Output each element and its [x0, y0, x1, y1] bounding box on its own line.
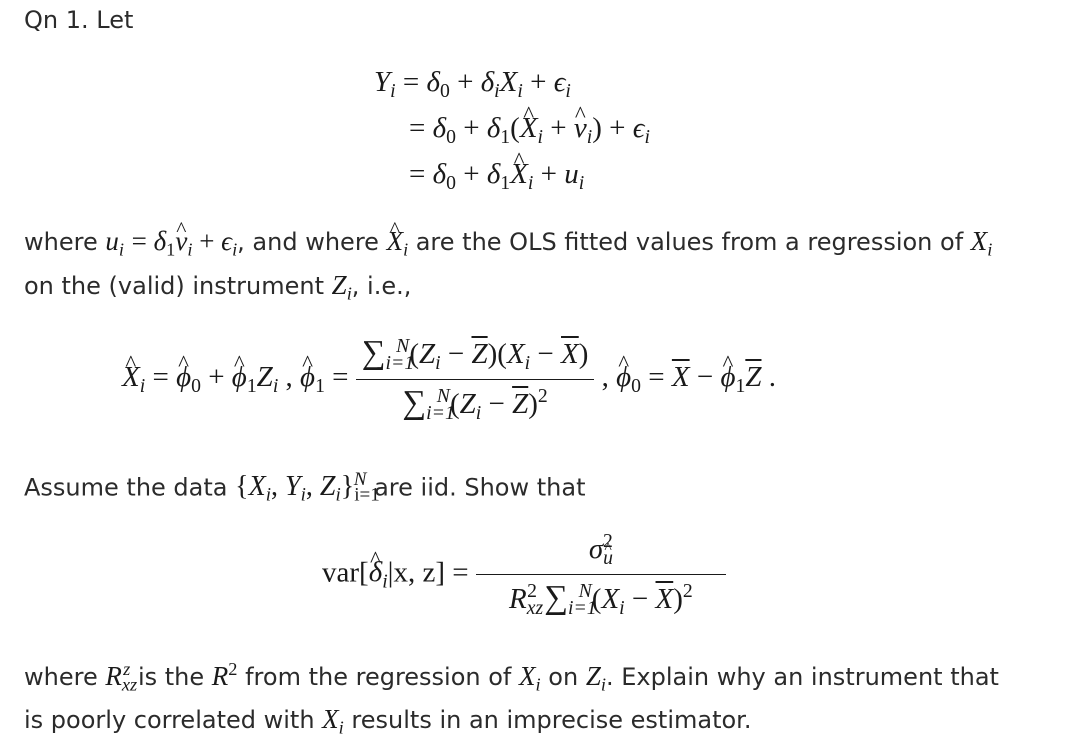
p3-text-from: from the regression of [245, 663, 512, 692]
p1-text-where: where [24, 228, 98, 256]
p1-text-fitted: are the OLS fitted values from a regression of [415, 228, 964, 256]
p1-text-and-where: , and where [237, 228, 379, 256]
variance-fraction: $\frac{\sigma\^{} _u^2}{R_{xz}^2 \sum_{i=1}^N(X_i - \overline{X})^2}$ [476, 530, 726, 620]
paragraph-3-line-1: where $R_{xz}^z$ is the $R^2$ from the regression of $X_i$ on $Z_i$. Explain why an instrument that [24, 659, 999, 695]
variance-equation: var[^ $\delta_i|x$, z] = $\frac{\sigma\^{} _u^2}{R_{xz}^2 \sum_{i=1}^N(X_i - \overline{X})^2}$ [322, 530, 726, 620]
question-heading: Qn 1. Let [24, 6, 134, 34]
p3-text-results: results in an imprecise estimator. [351, 706, 752, 734]
paragraph-1-line-1: where $u_i$ = $\delta_1\^{}$ $v_i + \epsilon_i$, and where ^ $X_i$ are the OLS fitted values from a regression of $X_i$ [24, 228, 992, 259]
p3-text-poorly: is poorly correlated with [24, 706, 315, 734]
p3-text-where: where [24, 663, 98, 692]
p3-text-explain: . Explain why an instrument that [605, 663, 999, 692]
equation-line-3: = $\delta_0$ + $\delta_1\^{}$ $X_i + u_i$ [409, 158, 584, 195]
equation-line-2: = $\delta_0$ + $\delta_1(\^{}$ $X_i$ + ^ $v_i) + \epsilon_i$ [409, 112, 650, 149]
p3-text-on: on [548, 663, 579, 692]
phi1-fraction: $\frac{\sum_{i=1}^N(Z_i - \overline{Z})(X_i - \overline{X})}{\sum_{i=1}^N(Z_i - \overline{Z})^2}$ [356, 334, 595, 425]
p1-text-ie: , i.e., [351, 272, 412, 300]
paragraph-1-line-2: on the (valid) instrument $Z_i$, i.e., [24, 270, 412, 304]
paragraph-2: Assume the data {$X_i$, $Y_i$, $Z_i\}_{i=1}^N$ are iid. Show that [24, 469, 586, 507]
p1-text-instrument: on the (valid) instrument [24, 272, 325, 300]
first-stage-equation: ^ $X_i$ = ^ $\phi_0$ + ^ $\phi_1Z_i$ , ^ $\phi_1$ = $\frac{\sum_{i=1}^N(Z_i - \overline{Z})(X_i - \overline{X})}{\sum_{i=1}^N(Z_i - \overline{Z})^2}$ , ^ $\phi_0 = \overline{X}$ − ^ $\phi_1\overline{Z}$ . [122, 334, 776, 425]
p2-text-assume: Assume the data [24, 473, 228, 502]
p2-text-iid: are iid. Show that [374, 473, 586, 502]
p3-text-is-the: is the [137, 663, 205, 692]
equation-line-1: $Y_i = \delta_0 + \delta_iX_i + \epsilon_i$ [374, 66, 571, 102]
paragraph-3-line-2: is poorly correlated with $X_i$ results in an imprecise estimator. [24, 704, 752, 738]
